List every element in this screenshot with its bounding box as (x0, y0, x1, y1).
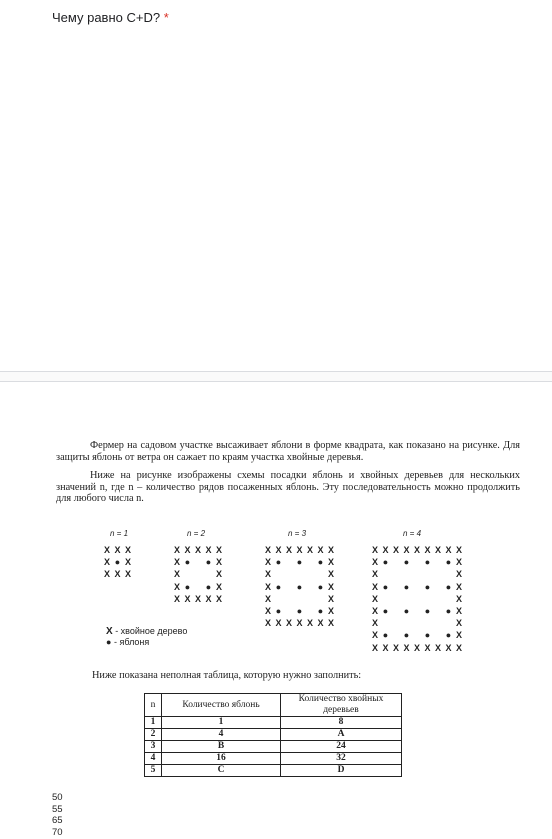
diagram-label: n = 2 (187, 529, 206, 538)
apple-mark: ● (317, 606, 324, 616)
conifer-mark: X (455, 642, 462, 653)
table-header-row (145, 694, 402, 717)
table-row: 4 16 32 (145, 753, 402, 765)
table-row: 3 B 24 (145, 741, 402, 753)
conifer-mark: X (424, 545, 431, 555)
apple-mark: ● (424, 606, 431, 616)
header-apples: Количество яблонь (162, 694, 281, 717)
paragraph-1: Фермер на садовом участке высаживает яблони в форме квадрата, как показано на рисунке. Для защиты яблонь от ветра он сажает по краям участка хвойные деревья. (56, 440, 520, 463)
option-item[interactable]: 55 (52, 803, 63, 815)
conifer-mark: X (173, 581, 180, 592)
conifer-mark: X (205, 545, 212, 555)
apple-mark: ● (403, 630, 410, 641)
conifer-mark: X (455, 606, 462, 616)
option-item[interactable]: 70 (52, 826, 63, 838)
conifer-mark: X (215, 557, 222, 568)
apple-mark: ● (296, 581, 303, 592)
conifer-mark: X (173, 569, 180, 580)
conifer-mark: X (194, 545, 201, 555)
legend-apple: ● - яблоня (106, 637, 150, 647)
conifer-mark: X (215, 581, 222, 592)
conifer-mark: X (371, 606, 378, 616)
conifer-mark: X (392, 642, 399, 653)
conifer-mark: X (403, 545, 410, 555)
apple-mark: ● (275, 557, 282, 568)
conifer-mark: X (392, 545, 399, 555)
conifer-mark: X (424, 642, 431, 653)
apple-mark: ● (403, 557, 410, 568)
problem-document (56, 440, 520, 512)
conifer-mark: X (327, 593, 334, 604)
apple-mark: ● (445, 630, 452, 641)
apple-mark: ● (403, 606, 410, 616)
header-conifers: Количество хвойных деревьев (281, 694, 402, 717)
paragraph-2: Ниже на рисунке изображены схемы посадки яблонь и хвойных деревьев для нескольких значений n, где n – количество рядов посаженных яблонь. Эту последовательность можно продолжить для любого числа n. (56, 470, 520, 505)
conifer-mark: X (306, 618, 313, 629)
conifer-mark: X (103, 557, 110, 568)
conifer-mark: X (371, 618, 378, 629)
apple-mark: ● (275, 606, 282, 616)
apple-mark: ● (424, 557, 431, 568)
conifer-mark: X (445, 545, 452, 555)
header-n: n (145, 694, 162, 717)
conifer-mark: X (327, 569, 334, 580)
conifer-mark: X (114, 569, 121, 580)
conifer-mark: X (455, 618, 462, 629)
conifer-mark: X (382, 642, 389, 653)
conifer-mark: X (264, 581, 271, 592)
legend-conifer: X - хвойное дерево (106, 626, 188, 637)
conifer-mark: X (371, 642, 378, 653)
conifer-mark: X (327, 581, 334, 592)
conifer-mark: X (124, 569, 131, 580)
question-title (52, 10, 169, 25)
conifer-mark: X (264, 606, 271, 616)
table-intro: Ниже показана неполная таблица, которую нужно заполнить: (92, 670, 362, 681)
conifer-mark: X (327, 545, 334, 555)
apple-mark: ● (184, 557, 191, 568)
conifer-mark: X (445, 642, 452, 653)
required-asterisk: * (163, 10, 169, 25)
conifer-mark: X (296, 618, 303, 629)
table-row: 5 C D (145, 765, 402, 777)
conifer-mark: X (275, 545, 282, 555)
apple-mark: ● (445, 557, 452, 568)
apple-mark: ● (275, 581, 282, 592)
conifer-mark: X (413, 642, 420, 653)
conifer-mark: X (371, 557, 378, 568)
apple-mark: ● (205, 581, 212, 592)
conifer-mark: X (184, 545, 191, 555)
conifer-mark: X (264, 593, 271, 604)
apple-mark: ● (382, 557, 389, 568)
table-row: 1 1 8 (145, 717, 402, 729)
apple-mark: ● (424, 630, 431, 641)
conifer-mark: X (264, 545, 271, 555)
conifer-mark: X (215, 593, 222, 604)
apple-mark: ● (445, 581, 452, 592)
diagram-label: n = 4 (403, 529, 422, 538)
conifer-mark: X (371, 545, 378, 555)
conifer-mark: X (285, 545, 292, 555)
conifer-mark: X (275, 618, 282, 629)
conifer-mark: X (285, 618, 292, 629)
conifer-mark: X (371, 593, 378, 604)
conifer-mark: X (173, 557, 180, 568)
table-row: 2 4 A (145, 729, 402, 741)
conifer-mark: X (371, 581, 378, 592)
conifer-mark: X (215, 545, 222, 555)
conifer-mark: X (296, 545, 303, 555)
conifer-mark: X (194, 593, 201, 604)
conifer-mark: X (205, 593, 212, 604)
conifer-mark: X (455, 630, 462, 641)
conifer-mark: X (455, 545, 462, 555)
conifer-mark: X (264, 618, 271, 629)
conifer-mark: X (103, 545, 110, 555)
conifer-mark: X (434, 642, 441, 653)
apple-mark: ● (205, 557, 212, 568)
question-text: Чему равно C+D? (52, 10, 161, 25)
conifer-mark: X (317, 618, 324, 629)
conifer-mark: X (371, 630, 378, 641)
conifer-mark: X (114, 545, 121, 555)
apple-mark: ● (114, 557, 121, 568)
conifer-mark: X (371, 569, 378, 580)
conifer-mark: X (215, 569, 222, 580)
apple-mark: ● (296, 557, 303, 568)
conifer-mark: X (327, 618, 334, 629)
option-item[interactable]: 65 (52, 815, 63, 826)
conifer-mark: X (173, 593, 180, 604)
diagram-label: n = 3 (288, 529, 307, 538)
conifer-mark: X (173, 545, 180, 555)
conifer-mark: X (455, 581, 462, 592)
conifer-mark: X (264, 557, 271, 568)
apple-mark: ● (184, 581, 191, 592)
conifer-mark: X (455, 569, 462, 580)
data-table (144, 693, 402, 777)
answer-options (52, 792, 63, 838)
conifer-mark: X (306, 545, 313, 555)
apple-mark: ● (445, 606, 452, 616)
diagram-legend (106, 626, 187, 648)
apple-mark: ● (403, 581, 410, 592)
conifer-mark: X (103, 569, 110, 580)
apple-mark: ● (296, 606, 303, 616)
conifer-mark: X (434, 545, 441, 555)
conifer-mark: X (124, 557, 131, 568)
apple-mark: ● (382, 606, 389, 616)
apple-mark: ● (424, 581, 431, 592)
diagram-label: n = 1 (110, 529, 129, 538)
conifer-mark: X (184, 593, 191, 604)
apple-mark: ● (317, 581, 324, 592)
apple-mark: ● (317, 557, 324, 568)
conifer-mark: X (455, 557, 462, 568)
conifer-mark: X (403, 642, 410, 653)
conifer-mark: X (317, 545, 324, 555)
option-item[interactable]: 50 (52, 792, 63, 803)
conifer-mark: X (413, 545, 420, 555)
conifer-mark: X (124, 545, 131, 555)
section-divider (0, 371, 552, 382)
conifer-mark: X (327, 557, 334, 568)
conifer-mark: X (382, 545, 389, 555)
apple-mark: ● (382, 630, 389, 641)
conifer-mark: X (264, 569, 271, 580)
apple-mark: ● (382, 581, 389, 592)
conifer-mark: X (455, 593, 462, 604)
conifer-mark: X (327, 606, 334, 616)
